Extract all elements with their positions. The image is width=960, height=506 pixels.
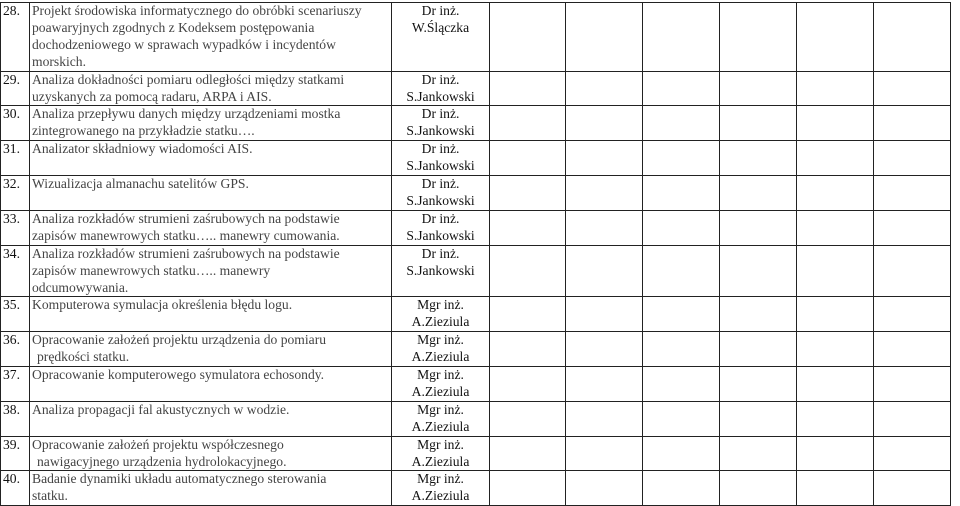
empty-cell: [566, 3, 643, 72]
empty-cell: [490, 71, 566, 106]
empty-cell: [643, 141, 720, 176]
supervisor-line: A.Zieziula: [411, 314, 470, 330]
topic-title-line: Opracowanie założeń projektu współczesnego: [32, 436, 284, 452]
topic-title-line: Analiza przepływu danych między urządzeniami mostka: [32, 106, 341, 122]
topic-title-line: odcumowywania.: [32, 279, 129, 295]
empty-cell: [720, 210, 797, 245]
topic-title: [30, 176, 392, 211]
empty-cell: [490, 106, 566, 141]
empty-cell: [643, 245, 720, 297]
supervisor-line: Mgr inż.: [417, 436, 464, 452]
empty-cell: [797, 3, 874, 72]
topic-title: [30, 106, 392, 141]
empty-cell: [797, 210, 874, 245]
empty-cell: [797, 401, 874, 436]
empty-cell: [643, 367, 720, 402]
topic-number: 33.: [1, 210, 30, 245]
topic-title-line: nawigacyjnego urządzenia hydrolokacyjnego.: [37, 453, 287, 469]
empty-cell: [874, 471, 951, 506]
empty-cell: [874, 141, 951, 176]
empty-cell: [490, 471, 566, 506]
empty-cell: [643, 436, 720, 471]
empty-cell: [797, 471, 874, 506]
empty-cell: [720, 176, 797, 211]
supervisor: [392, 401, 490, 436]
table-row: [1, 401, 951, 436]
topic-title: [30, 245, 392, 297]
empty-cell: [566, 436, 643, 471]
supervisor: [392, 71, 490, 106]
empty-cell: [643, 106, 720, 141]
topic-title: [30, 210, 392, 245]
topic-title-line: Analiza propagacji fal akustycznych w wodzie.: [32, 401, 290, 417]
topic-number: 32.: [1, 176, 30, 211]
empty-cell: [643, 297, 720, 332]
supervisor-line: A.Zieziula: [411, 488, 470, 504]
empty-cell: [566, 210, 643, 245]
topic-number: 31.: [1, 141, 30, 176]
supervisor: [392, 297, 490, 332]
empty-cell: [643, 71, 720, 106]
topic-title-line: zapisów manewrowych statku….. manewry: [32, 262, 271, 278]
supervisor-line: A.Zieziula: [411, 349, 470, 365]
thesis-topics-table: [0, 2, 951, 506]
supervisor: [392, 210, 490, 245]
empty-cell: [797, 367, 874, 402]
empty-cell: [797, 332, 874, 367]
topic-number: 35.: [1, 297, 30, 332]
empty-cell: [797, 436, 874, 471]
empty-cell: [490, 401, 566, 436]
supervisor-line: A.Zieziula: [411, 453, 470, 469]
supervisor: [392, 106, 490, 141]
empty-cell: [490, 332, 566, 367]
table-row: [1, 106, 951, 141]
topic-number: 30.: [1, 106, 30, 141]
table-row: [1, 297, 951, 332]
empty-cell: [566, 141, 643, 176]
empty-cell: [874, 176, 951, 211]
supervisor: [392, 367, 490, 402]
empty-cell: [490, 176, 566, 211]
empty-cell: [566, 106, 643, 141]
empty-cell: [566, 401, 643, 436]
supervisor-line: Dr inż.: [421, 141, 460, 157]
supervisor-line: Dr inż.: [421, 176, 460, 192]
supervisor-line: W.Ślączka: [411, 19, 470, 35]
supervisor-line: Mgr inż.: [417, 471, 464, 487]
empty-cell: [720, 3, 797, 72]
topic-title-line: poawaryjnych zgodnych z Kodeksem postępowania: [32, 19, 315, 35]
topic-number: 38.: [1, 401, 30, 436]
table-row: [1, 210, 951, 245]
topic-title-line: Analiza rozkładów strumieni zaśrubowych na podstawie: [32, 210, 340, 226]
table-row: [1, 471, 951, 506]
table-row: [1, 176, 951, 211]
supervisor-line: Dr inż.: [421, 106, 460, 122]
supervisor: [392, 3, 490, 72]
empty-cell: [566, 176, 643, 211]
supervisor-line: S.Jankowski: [406, 262, 475, 278]
topic-title: [30, 367, 392, 402]
empty-cell: [643, 3, 720, 72]
topic-title-line: statku.: [32, 488, 68, 504]
empty-cell: [490, 436, 566, 471]
empty-cell: [490, 297, 566, 332]
empty-cell: [643, 401, 720, 436]
empty-cell: [643, 176, 720, 211]
empty-cell: [566, 297, 643, 332]
topic-title-line: Opracowanie założeń projektu urządzenia do pomiaru: [32, 332, 327, 348]
topic-title: [30, 436, 392, 471]
supervisor: [392, 176, 490, 211]
empty-cell: [874, 332, 951, 367]
empty-cell: [797, 106, 874, 141]
empty-cell: [490, 3, 566, 72]
topic-title-line: Komputerowa symulacja określenia błędu logu.: [32, 297, 293, 313]
supervisor-line: Mgr inż.: [417, 332, 464, 348]
topic-title-line: Badanie dynamiki układu automatycznego sterowania: [32, 471, 327, 487]
topic-title-line: Analizator składniowy wiadomości AIS.: [32, 141, 253, 157]
supervisor-line: Dr inż.: [421, 3, 460, 18]
empty-cell: [797, 71, 874, 106]
supervisor-line: S.Jankowski: [406, 88, 475, 104]
supervisor: [392, 436, 490, 471]
topic-title: [30, 141, 392, 176]
topic-title-line: Opracowanie komputerowego symulatora echosondy.: [32, 367, 325, 383]
empty-cell: [490, 141, 566, 176]
supervisor-line: A.Zieziula: [411, 383, 470, 399]
empty-cell: [874, 297, 951, 332]
topic-title: [30, 332, 392, 367]
empty-cell: [720, 471, 797, 506]
empty-cell: [566, 71, 643, 106]
empty-cell: [643, 210, 720, 245]
supervisor-line: Dr inż.: [421, 210, 460, 226]
empty-cell: [720, 141, 797, 176]
supervisor-line: S.Jankowski: [406, 192, 475, 208]
empty-cell: [874, 367, 951, 402]
empty-cell: [720, 367, 797, 402]
supervisor: [392, 332, 490, 367]
supervisor-line: Mgr inż.: [417, 401, 464, 417]
supervisor-line: Dr inż.: [421, 245, 460, 261]
empty-cell: [720, 401, 797, 436]
topic-number: 34.: [1, 245, 30, 297]
empty-cell: [874, 245, 951, 297]
table-row: [1, 436, 951, 471]
topic-title: [30, 71, 392, 106]
supervisor-line: Mgr inż.: [417, 367, 464, 383]
empty-cell: [720, 245, 797, 297]
topic-number: 39.: [1, 436, 30, 471]
empty-cell: [566, 245, 643, 297]
empty-cell: [566, 471, 643, 506]
topic-title: [30, 297, 392, 332]
table-row: [1, 141, 951, 176]
empty-cell: [490, 245, 566, 297]
empty-cell: [720, 436, 797, 471]
empty-cell: [720, 332, 797, 367]
table-body: [1, 3, 951, 506]
topic-title-line: Projekt środowiska informatycznego do obróbki scenariuszy: [32, 3, 362, 18]
supervisor-line: A.Zieziula: [411, 418, 470, 434]
empty-cell: [797, 297, 874, 332]
supervisor-line: S.Jankowski: [406, 227, 475, 243]
topic-title-line: morskich.: [32, 53, 86, 69]
topic-title: [30, 3, 392, 72]
supervisor: [392, 141, 490, 176]
table-row: [1, 245, 951, 297]
supervisor: [392, 471, 490, 506]
empty-cell: [720, 71, 797, 106]
empty-cell: [874, 401, 951, 436]
table-row: [1, 367, 951, 402]
supervisor-line: Mgr inż.: [417, 297, 464, 313]
supervisor-line: S.Jankowski: [406, 123, 475, 139]
supervisor-line: S.Jankowski: [406, 158, 475, 174]
topic-title: [30, 401, 392, 436]
supervisor-line: Dr inż.: [421, 71, 460, 87]
empty-cell: [720, 297, 797, 332]
topic-number: 28.: [1, 3, 30, 72]
empty-cell: [643, 471, 720, 506]
empty-cell: [490, 367, 566, 402]
topic-number: 37.: [1, 367, 30, 402]
empty-cell: [643, 332, 720, 367]
empty-cell: [566, 332, 643, 367]
topic-title-line: uzyskanych za pomocą radaru, ARPA i AIS.: [32, 88, 272, 104]
topic-title-line: Analiza dokładności pomiaru odległości między statkami: [32, 71, 345, 87]
topic-title-line: dochodzeniowego w sprawach wypadków i incydentów: [32, 36, 336, 52]
topic-title-line: Wizualizacja almanachu satelitów GPS.: [32, 176, 249, 192]
empty-cell: [874, 106, 951, 141]
supervisor: [392, 245, 490, 297]
empty-cell: [797, 176, 874, 211]
topic-title-line: Analiza rozkładów strumieni zaśrubowych na podstawie: [32, 245, 340, 261]
topic-title: [30, 471, 392, 506]
empty-cell: [490, 210, 566, 245]
table-row: [1, 3, 951, 72]
empty-cell: [797, 245, 874, 297]
empty-cell: [874, 3, 951, 72]
empty-cell: [874, 71, 951, 106]
empty-cell: [874, 210, 951, 245]
table-row: [1, 332, 951, 367]
empty-cell: [797, 141, 874, 176]
table-row: [1, 71, 951, 106]
topic-title-line: zapisów manewrowych statku….. manewry cumowania.: [32, 227, 340, 243]
topic-title-line: zintegrowanego na przykładzie statku….: [32, 123, 255, 139]
empty-cell: [566, 367, 643, 402]
topic-title-line: prędkości statku.: [37, 349, 130, 365]
topic-number: 36.: [1, 332, 30, 367]
topic-number: 29.: [1, 71, 30, 106]
empty-cell: [874, 436, 951, 471]
empty-cell: [720, 106, 797, 141]
topic-number: 40.: [1, 471, 30, 506]
